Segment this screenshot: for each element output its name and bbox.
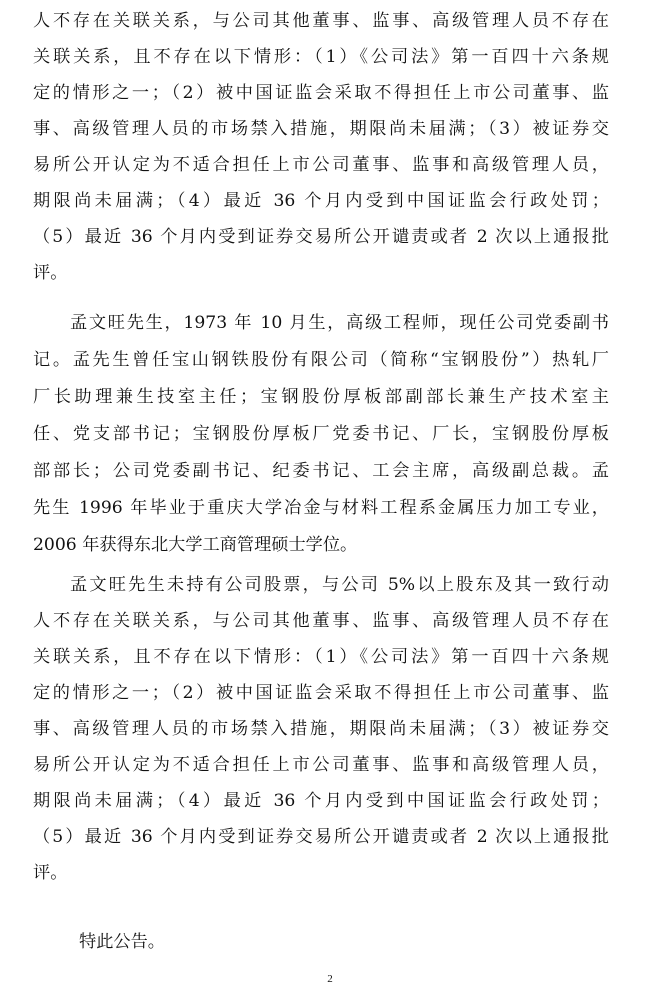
text-line: 关联关系，且不存在以下情形：（1）《公司法》第一百四十六条规 xyxy=(33,47,609,67)
text-line: 任、党支部书记；宝钢股份厚板厂党委书记、厂长，宝钢股份厚板 xyxy=(33,424,609,444)
text-line: 关联关系，且不存在以下情形：（1）《公司法》第一百四十六条规 xyxy=(33,647,609,667)
text-line: 定的情形之一；（2）被中国证监会采取不得担任上市公司董事、监 xyxy=(33,683,609,703)
text-line: 易所公开认定为不适合担任上市公司董事、监事和高级管理人员， xyxy=(33,155,609,175)
text-line: 先生 1996 年毕业于重庆大学冶金与材料工程系金属压力加工专业， xyxy=(33,498,609,518)
text-line: 部部长；公司党委副书记、纪委书记、工会主席，高级副总裁。孟 xyxy=(33,461,609,481)
text-line: 易所公开认定为不适合担任上市公司董事、监事和高级管理人员， xyxy=(33,755,609,775)
text-line: 期限尚未届满；（4）最近 36 个月内受到中国证监会行政处罚； xyxy=(33,791,609,811)
text-line: 孟文旺先生，1973 年 10 月生，高级工程师，现任公司党委副书 xyxy=(70,313,609,333)
text-line: （5）最近 36 个月内受到证券交易所公开谴责或者 2 次以上通报批 xyxy=(33,227,609,247)
text-line: 厂长助理兼生技室主任；宝钢股份厚板部副部长兼生产技术室主 xyxy=(33,387,609,407)
text-line: 孟文旺先生未持有公司股票，与公司 5%以上股东及其一致行动 xyxy=(70,575,609,595)
text-line: 事、高级管理人员的市场禁入措施，期限尚未届满；（3）被证券交 xyxy=(33,119,609,139)
text-line: 评。 xyxy=(33,263,68,283)
text-line: 2006 年获得东北大学工商管理硕士学位。 xyxy=(33,535,358,555)
text-line: 人不存在关联关系，与公司其他董事、监事、高级管理人员不存在 xyxy=(33,11,609,31)
text-line: 定的情形之一；（2）被中国证监会采取不得担任上市公司董事、监 xyxy=(33,83,609,103)
closing-statement: 特此公告。 xyxy=(79,932,165,952)
text-line: 人不存在关联关系，与公司其他董事、监事、高级管理人员不存在 xyxy=(33,611,609,631)
text-line: 事、高级管理人员的市场禁入措施，期限尚未届满；（3）被证券交 xyxy=(33,719,609,739)
text-line: （5）最近 36 个月内受到证券交易所公开谴责或者 2 次以上通报批 xyxy=(33,827,609,847)
text-line: 期限尚未届满；（4）最近 36 个月内受到中国证监会行政处罚； xyxy=(33,191,609,211)
page-number: 2 xyxy=(327,973,333,985)
text-line: 评。 xyxy=(33,863,68,883)
text-line: 记。孟先生曾任宝山钢铁股份有限公司（简称“宝钢股份”）热轧厂 xyxy=(33,350,609,370)
